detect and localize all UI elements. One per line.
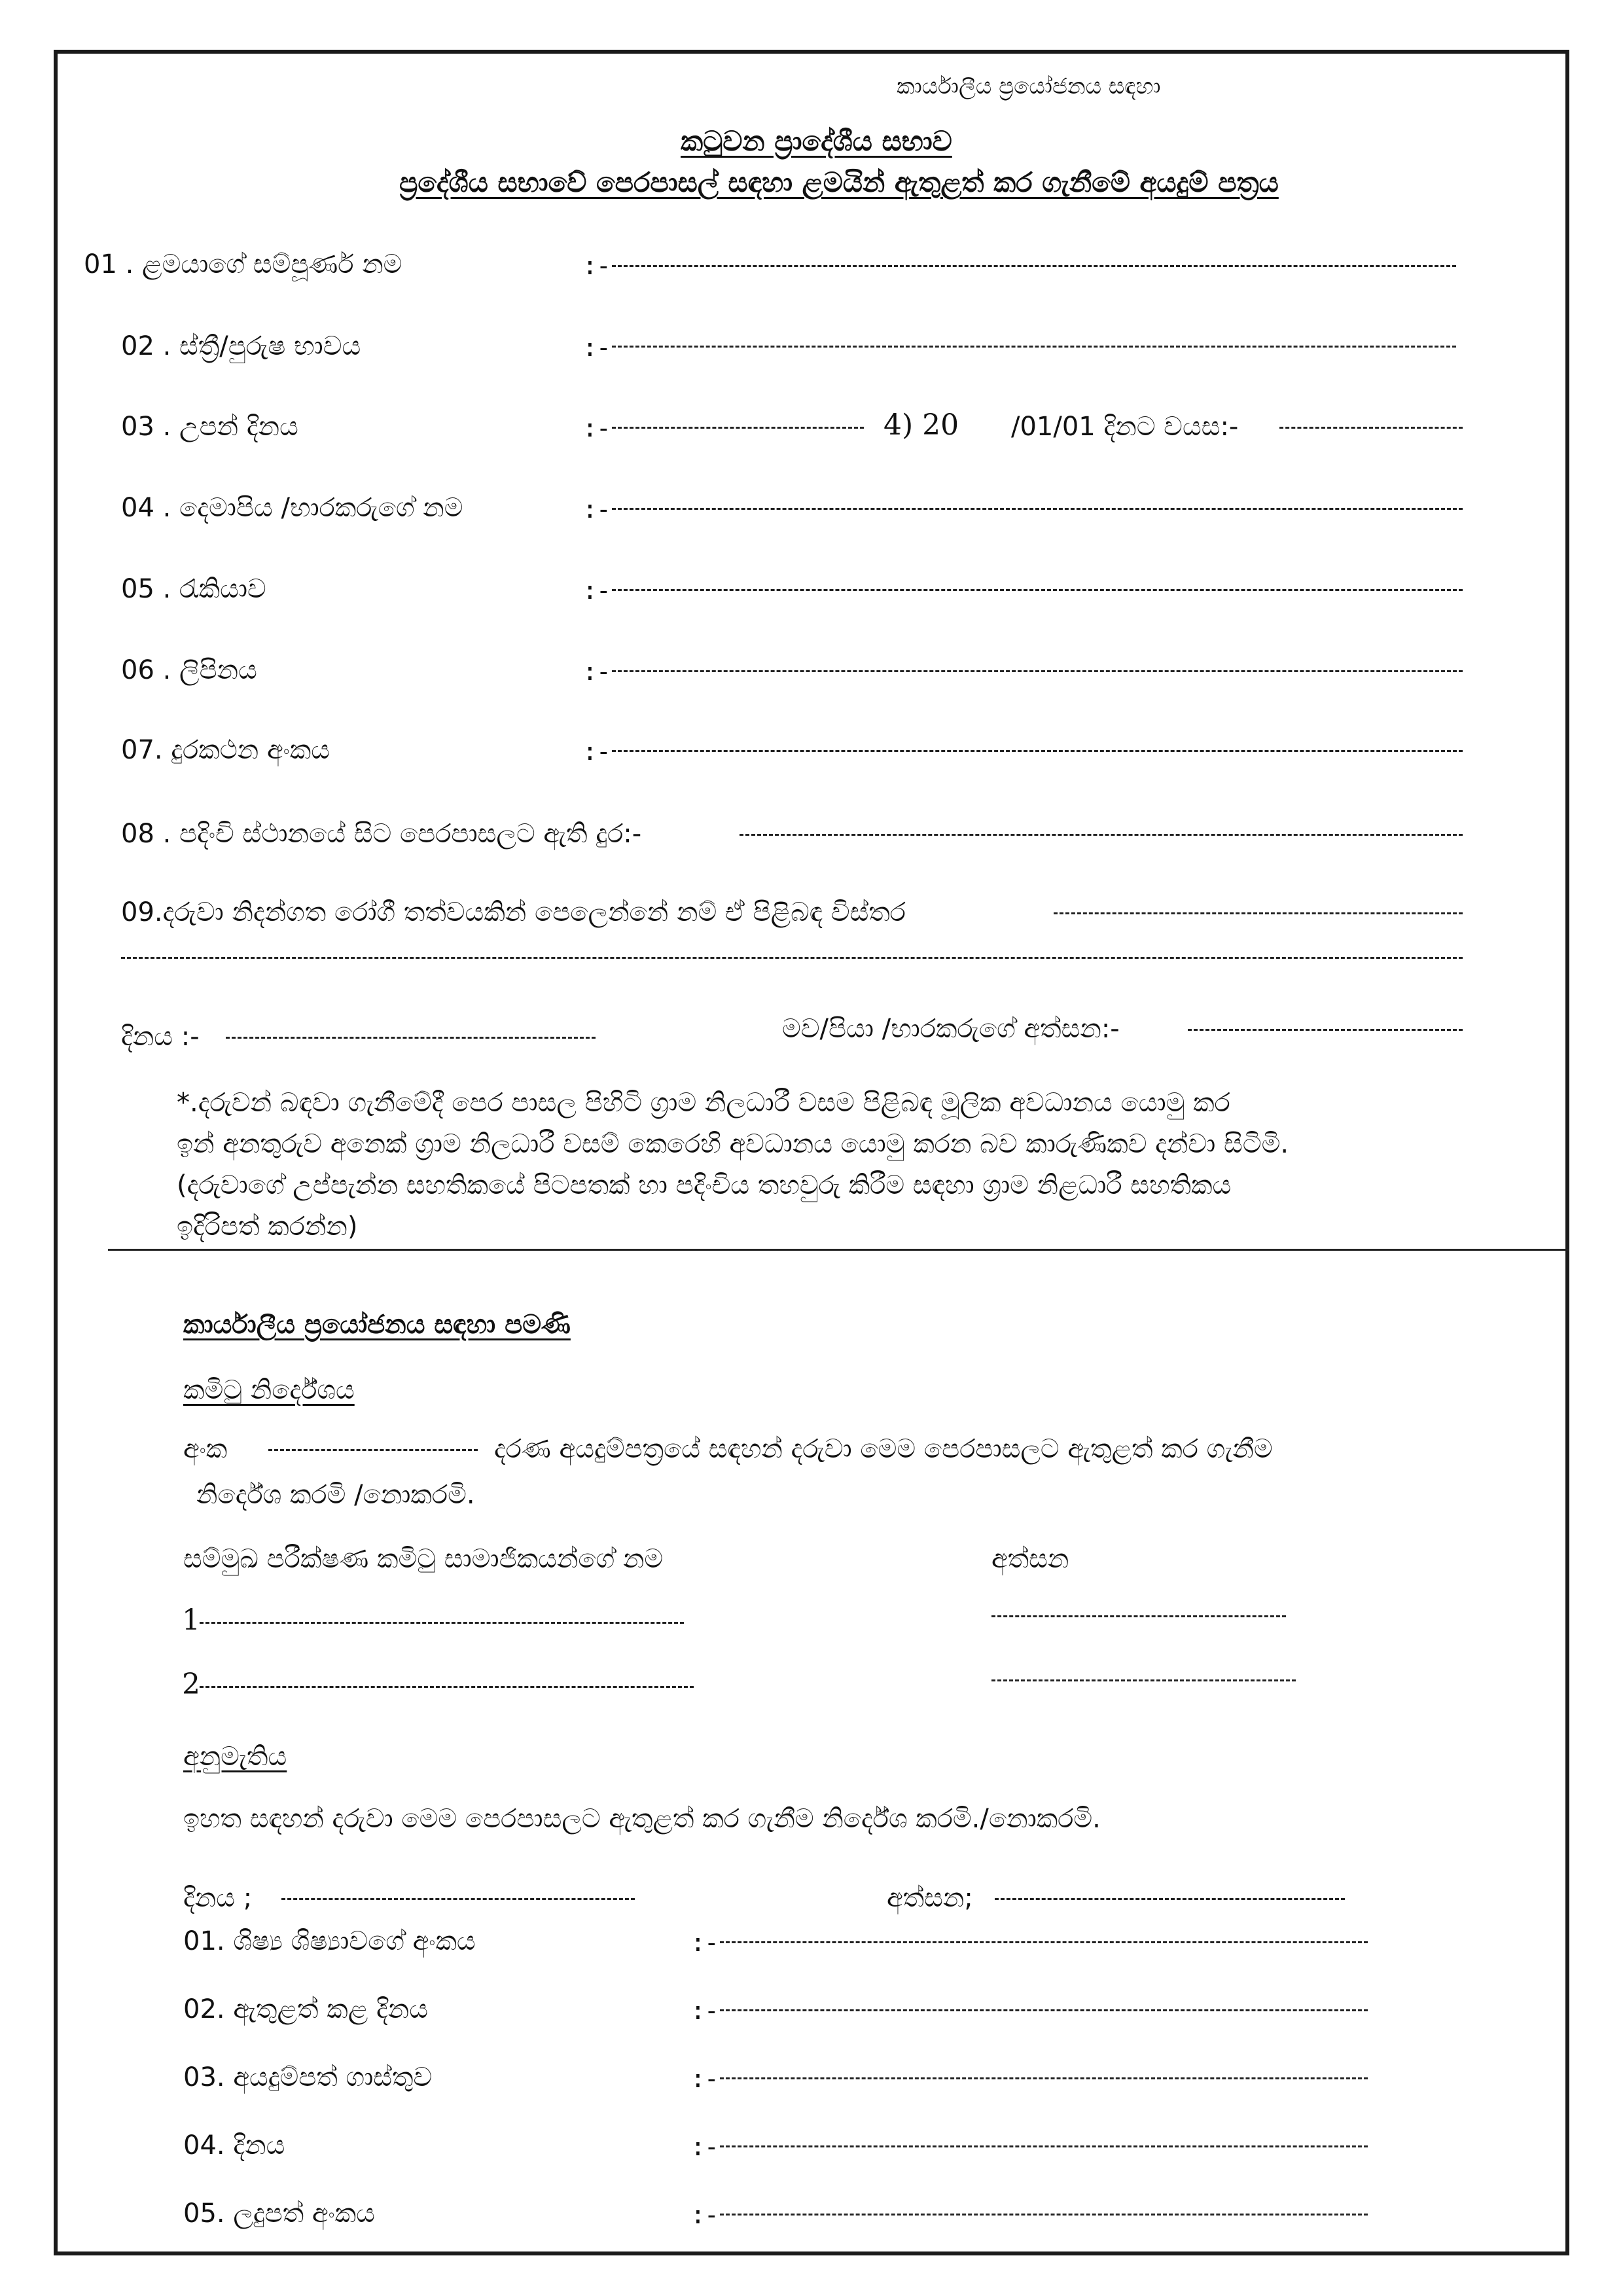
office-signature-label: අත්සන;	[887, 1883, 973, 1913]
office-field-date: 04. දිනය	[183, 2130, 285, 2161]
committee-members-label: සම්මුඛ පරීක්ෂණ කමිටු සාමාජිකයන්ගේ නම	[183, 1544, 664, 1574]
field-sep: :-	[582, 333, 610, 362]
rec-line-2: නිර්දේශ කරමි /නොකරමි.	[196, 1480, 475, 1510]
field-sep: :-	[582, 737, 610, 766]
council-title: කටුවන ප්‍රාදේශීය සභාව	[681, 125, 952, 157]
dob-line[interactable]	[612, 427, 864, 429]
field-sep: :-	[690, 1928, 718, 1957]
gender-line[interactable]	[612, 346, 1456, 348]
office-date-label: දිනය ;	[183, 1883, 253, 1913]
application-number-line[interactable]	[268, 1449, 478, 1451]
member-1-number: 1	[182, 1604, 200, 1637]
note-line-2: ඉන් අනතුරුව අනෙක් ග්‍රාම නිලධාරී වසම් කෙරෙහි අවධානය යොමු කරන බව කාරුණිකව දන්වා සිටිමි.	[177, 1129, 1289, 1159]
field-label-parent-name: 04 . දෙමාපිය /භාරකරුගේ නම	[121, 493, 463, 523]
office-signature-line[interactable]	[995, 1898, 1345, 1900]
member-2-signature-line[interactable]	[991, 1679, 1296, 1681]
member-2-name-line[interactable]	[200, 1686, 694, 1688]
distance-line[interactable]	[740, 834, 1463, 836]
student-number-line[interactable]	[720, 1941, 1368, 1943]
field-label-phone: 07. දුරකථන අංකය	[121, 735, 330, 765]
admission-date-line[interactable]	[720, 2009, 1368, 2011]
field-sep: :-	[690, 1996, 718, 2025]
field-sep: :-	[582, 414, 610, 442]
applicant-date-line[interactable]	[226, 1037, 596, 1039]
field-label-occupation: 05 . රැකියාව	[121, 574, 266, 604]
office-use-label: කාර්යාලීය ප්‍රයෝජනය සඳහා	[897, 73, 1161, 99]
application-fee-line[interactable]	[720, 2077, 1368, 2079]
office-field-application-fee: 03. අයදුම්පත් ගාස්තුව	[183, 2062, 433, 2092]
office-only-heading: කාර්යාලීය ප්‍රයෝජනය සඳහා පමණි	[183, 1310, 571, 1340]
address-line[interactable]	[612, 670, 1463, 672]
age-at-date-label: /01/01 දිනට වයස:-	[1011, 412, 1239, 442]
field-sep: :-	[582, 576, 610, 605]
age-line[interactable]	[1279, 427, 1463, 429]
note-line-4: ඉදිරිපත් කරන්න)	[177, 1211, 358, 1242]
field-label-full-name: 01 . ළමයාගේ සම්පූර්ණ නම	[84, 249, 402, 279]
chronic-illness-line-1[interactable]	[1054, 912, 1463, 914]
section-divider	[108, 1249, 1569, 1251]
field-label-gender: 02 . ස්ත්‍රී/පුරුෂ භාවය	[121, 331, 361, 361]
member-1-name-line[interactable]	[200, 1622, 684, 1624]
member-1-signature-line[interactable]	[991, 1615, 1286, 1617]
field-sep: :-	[690, 2132, 718, 2161]
phone-line[interactable]	[612, 750, 1463, 752]
member-2-number: 2	[182, 1668, 200, 1701]
note-line-1: *.දරුවන් බඳවා ගැනීමේදී පෙර පාසල පිහිටි ග්‍රාම නිලධාරී වසම පිළිබඳ මූලික අවධානය යොමු කර	[177, 1088, 1230, 1118]
approval-text: ඉහත සඳහන් දරුවා මෙම පෙරපාසලට ඇතුළත් කර ගැනීම නිර්දේශ කරමි./නොකරමි.	[183, 1804, 1101, 1834]
rec-number-label: අංක	[183, 1434, 228, 1464]
approval-heading: අනුමැතිය	[183, 1742, 287, 1772]
office-date-line[interactable]	[281, 1898, 635, 1900]
dob-year-prefix: 4) 20	[883, 408, 959, 442]
field-label-address: 06 . ලිපිනය	[121, 655, 257, 685]
applicant-date-label: දිනය :-	[121, 1022, 200, 1052]
occupation-line[interactable]	[612, 589, 1463, 591]
office-field-admission-date: 02. ඇතුළත් කළ දිනය	[183, 1994, 428, 2024]
committee-heading: කමිටු නිර්දේශය	[183, 1375, 355, 1405]
receipt-number-line[interactable]	[720, 2214, 1368, 2215]
chronic-illness-line-2[interactable]	[121, 957, 1463, 959]
committee-signature-label: අත්සන	[991, 1544, 1069, 1574]
parent-name-line[interactable]	[612, 508, 1463, 510]
form-title: ප්‍රදේශීය සභාවේ පෙරපාසල් සඳහා ළමයින් ඇතුළත් කර ගැනීමේ අයදුම් පත්‍රය	[399, 166, 1279, 198]
field-sep: :-	[582, 495, 610, 524]
office-field-receipt-number: 05. ලදුපත් අංකය	[183, 2198, 375, 2229]
field-label-chronic-illness: 09.දරුවා නිදන්ගත රෝගී තත්වයකින් පෙලෙන්නේ නම් ඒ පිළිබඳ විස්තර	[121, 897, 906, 927]
parent-signature-label: මව/පියා /භාරකරුගේ අත්සන:-	[782, 1014, 1120, 1044]
field-sep: :-	[690, 2064, 718, 2093]
rec-line-1: දරණ අයදුම්පත්‍රයේ සඳහන් දරුවා මෙම පෙරපාසලට ඇතුළත් කර ගැනීම	[494, 1434, 1273, 1464]
full-name-line[interactable]	[612, 265, 1456, 267]
field-sep: :-	[690, 2200, 718, 2229]
parent-signature-line[interactable]	[1188, 1029, 1463, 1031]
field-sep: :-	[582, 251, 610, 280]
note-line-3: (දරුවාගේ උප්පැන්න සහතිකයේ පිටපතක් හා පදිංචිය තහවුරු කිරීම සඳහා ග්‍රාම නිළධාරී සහතිකය	[177, 1170, 1232, 1200]
field-label-dob: 03 . උපන් දිනය	[121, 412, 298, 442]
field-sep: :-	[582, 657, 610, 686]
office-field-date-line[interactable]	[720, 2145, 1368, 2147]
office-field-student-number: 01. ශිෂ්‍ය ශිෂ්‍යාවගේ අංකය	[183, 1926, 476, 1956]
field-label-distance: 08 . පදිංචි ස්ථානයේ සිට පෙරපාසලට ඇති දුර:-	[121, 819, 642, 849]
